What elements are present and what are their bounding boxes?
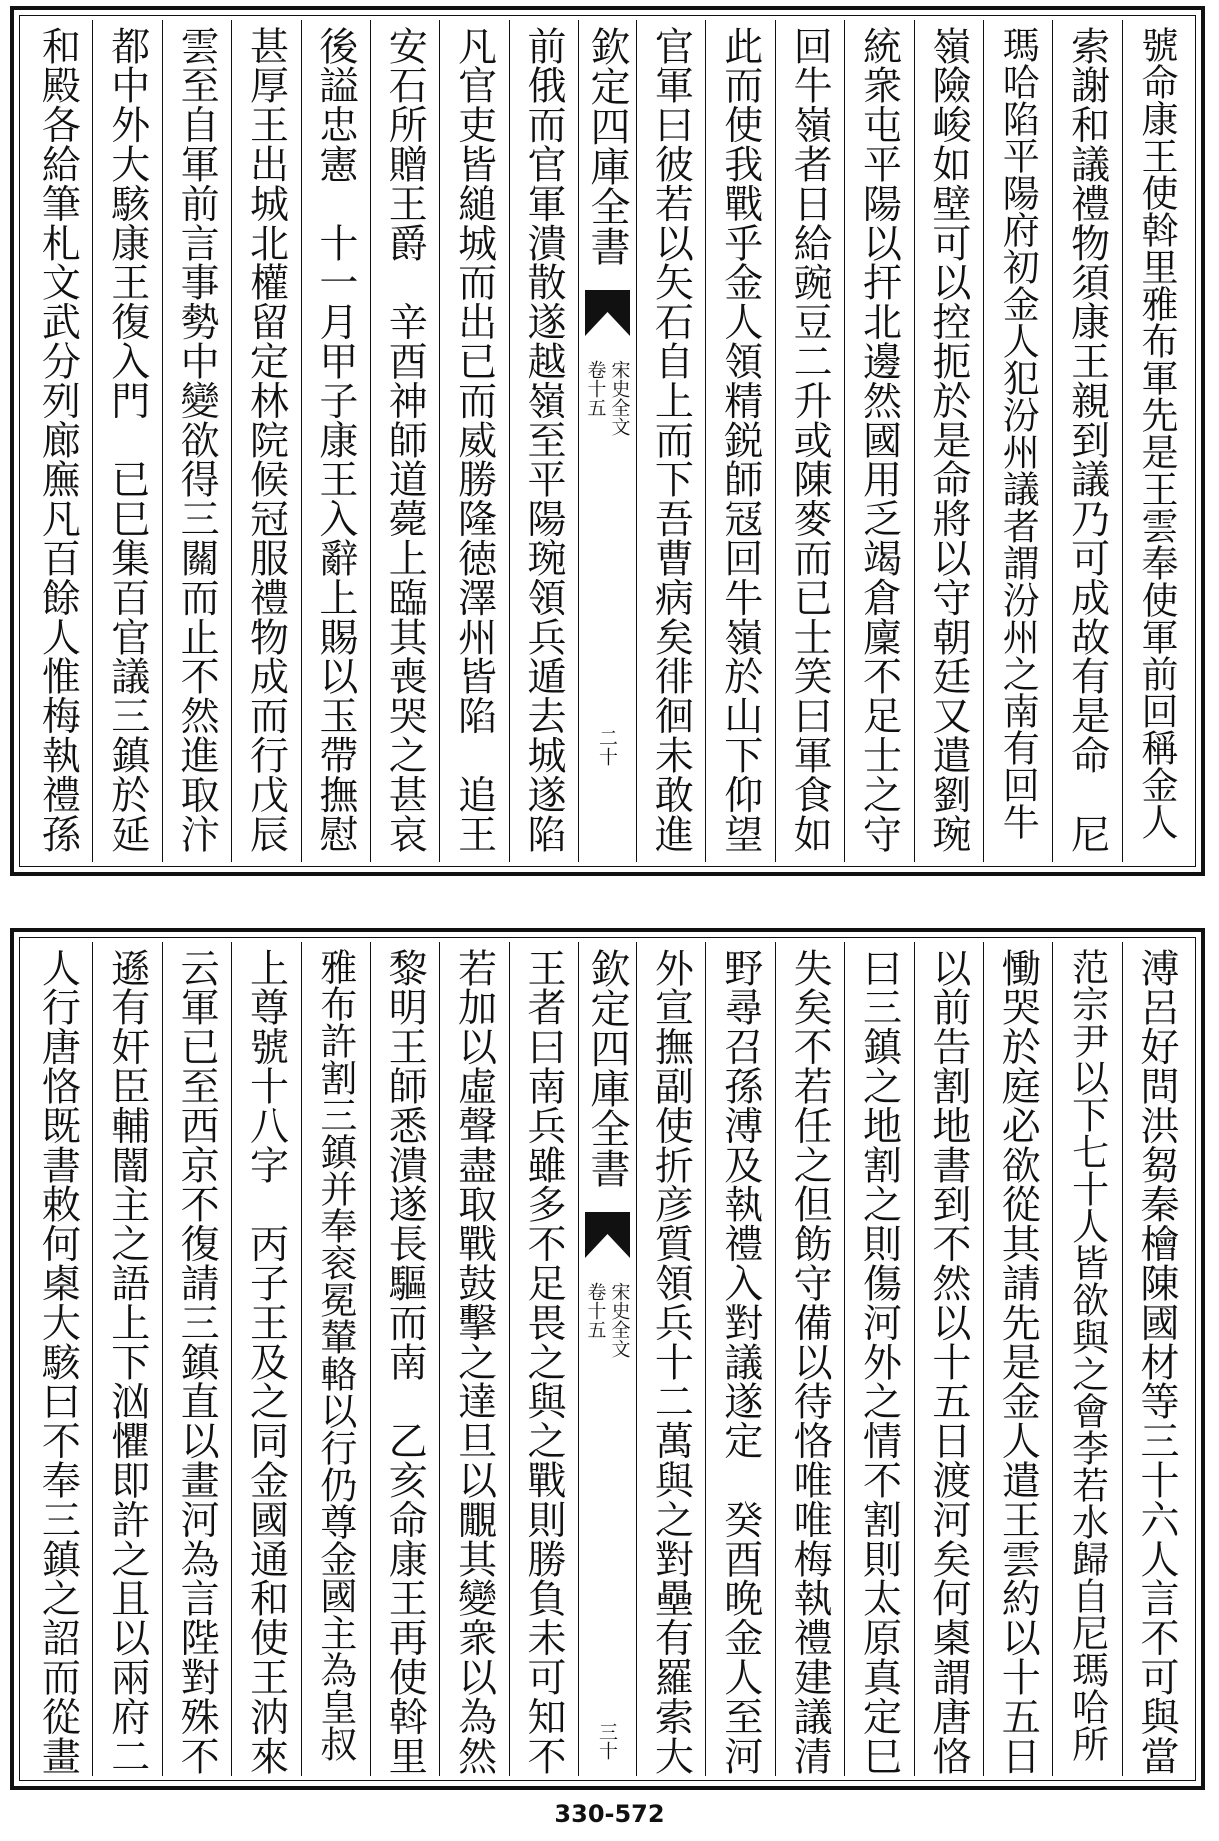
text-column: 統衆屯平陽以扞北邊然國用乏竭倉廩不足士之守 (844, 20, 913, 862)
subtitle-book-name: 宋史全文 (608, 1282, 631, 1358)
text-column: 上尊號十八字 丙子王及之同金國通和使王汭來 (231, 942, 300, 1776)
text-column: 人行唐恪既書敕何㮚大駭曰不奉三鎮之詔而從畫 (35, 948, 81, 1776)
text-column: 瑪哈陷平陽府初金人犯汾州議者謂汾州之南有回牛 (983, 20, 1052, 862)
text-column: 回牛嶺者日給豌豆二升或陳麥而已士笑曰軍食如 (775, 20, 844, 862)
text-column: 慟哭於庭必欲從其請先是金人遣王雲約以十五日 (983, 942, 1052, 1776)
text-column: 外宣撫副使折彦質領兵十二萬與之對壘有羅索大 (636, 942, 705, 1776)
book-subtitle (585, 1282, 630, 1358)
top-columns (24, 20, 1191, 862)
book-title: 欽定四庫全書 (584, 26, 630, 266)
text-column: 安石所贈王爵 辛酉神師道薨上臨其喪哭之甚哀 (370, 20, 439, 862)
text-column: 後謚忠憲 十一月甲子康王入辭上賜以玉帶撫慰 (301, 20, 370, 862)
page-number: 三十 (596, 1722, 618, 1760)
fish-tail-mark-icon (585, 290, 630, 336)
subtitle-volume: 卷十五 (584, 1282, 607, 1339)
page-footer-code: 330-572 (554, 1800, 665, 1828)
text-column: 溥呂好問洪芻秦檜陳國材等三十六人言不可與當 (1122, 942, 1191, 1776)
text-column: 甚厚王出城北權留定林院候冠服禮物成而行戊辰 (231, 20, 300, 862)
bottom-page-frame (10, 928, 1205, 1790)
text-column: 云軍已至西京不復請三鎮直以畫河為言陛對殊不 (162, 942, 231, 1776)
text-column: 黎明王師悉潰遂長驅而南 乙亥命康王再使斡里 (370, 942, 439, 1776)
text-column: 和殿各給筆札文武分列廊廡凡百餘人惟梅執禮孫 (35, 26, 81, 854)
text-column: 嶺險峻如壁可以控扼於是命將以守朝廷又遣劉琬 (914, 20, 983, 862)
text-column: 前俄而官軍潰散遂越嶺至平陽琬領兵遁去城遂陷 (509, 20, 578, 862)
fish-tail-mark-icon (585, 1212, 630, 1258)
text-column: 雲至自軍前言事勢中變欲得三關而止不然進取汴 (162, 20, 231, 862)
center-fold-column (578, 20, 636, 862)
bottom-columns (24, 942, 1191, 1776)
subtitle-book-name: 宋史全文 (608, 360, 631, 436)
text-column: 凡官吏皆縋城而出已而威勝隆徳澤州皆陷 追王 (439, 20, 508, 862)
text-column: 官軍曰彼若以矢石自上而下吾曹病矣徘徊未敢進 (636, 20, 705, 862)
text-column: 號命康王使斡里雅布軍先是王雲奉使軍前回稱金人 (1122, 20, 1191, 862)
center-fold-column (578, 942, 636, 1776)
text-column: 雅布許割三鎮并奉衮冕輦輅以行仍尊金國主為皇叔 (301, 942, 370, 1776)
text-column: 若加以虛聲盡取戰鼓擊之達旦以覵其變衆以為然 (439, 942, 508, 1776)
book-subtitle (585, 360, 630, 436)
subtitle-volume: 卷十五 (584, 360, 607, 417)
text-column: 索謝和議禮物須康王親到議乃可成故有是命 尼 (1052, 20, 1121, 862)
text-column: 曰三鎮之地割之則傷河外之情不割則太原真定巳 (844, 942, 913, 1776)
text-column: 以前告割地書到不然以十五日渡河矣何㮚謂唐恪 (914, 942, 983, 1776)
text-column: 都中外大駭康王復入門 已巳集百官議三鎮於延 (92, 20, 161, 862)
text-column: 王者曰南兵雖多不足畏之與之戰則勝負未可知不 (509, 942, 578, 1776)
text-column: 野尋召孫溥及執禮入對議遂定 癸酉晚金人至河 (705, 942, 774, 1776)
page-number: 二十 (596, 728, 618, 766)
book-title: 欽定四庫全書 (584, 948, 630, 1188)
text-column: 失矣不若任之但飭守備以待恪唯唯梅執禮建議清 (775, 942, 844, 1776)
text-column: 遜有奸臣輔闇主之語上下汹懼即許之且以兩府二 (92, 942, 161, 1776)
text-column: 范宗尹以下七十人皆欲與之會李若水歸自尼瑪哈所 (1052, 942, 1121, 1776)
text-column: 此而使我戰乎金人領精鋭師冦回牛嶺於山下仰望 (705, 20, 774, 862)
top-page-frame (10, 6, 1205, 876)
